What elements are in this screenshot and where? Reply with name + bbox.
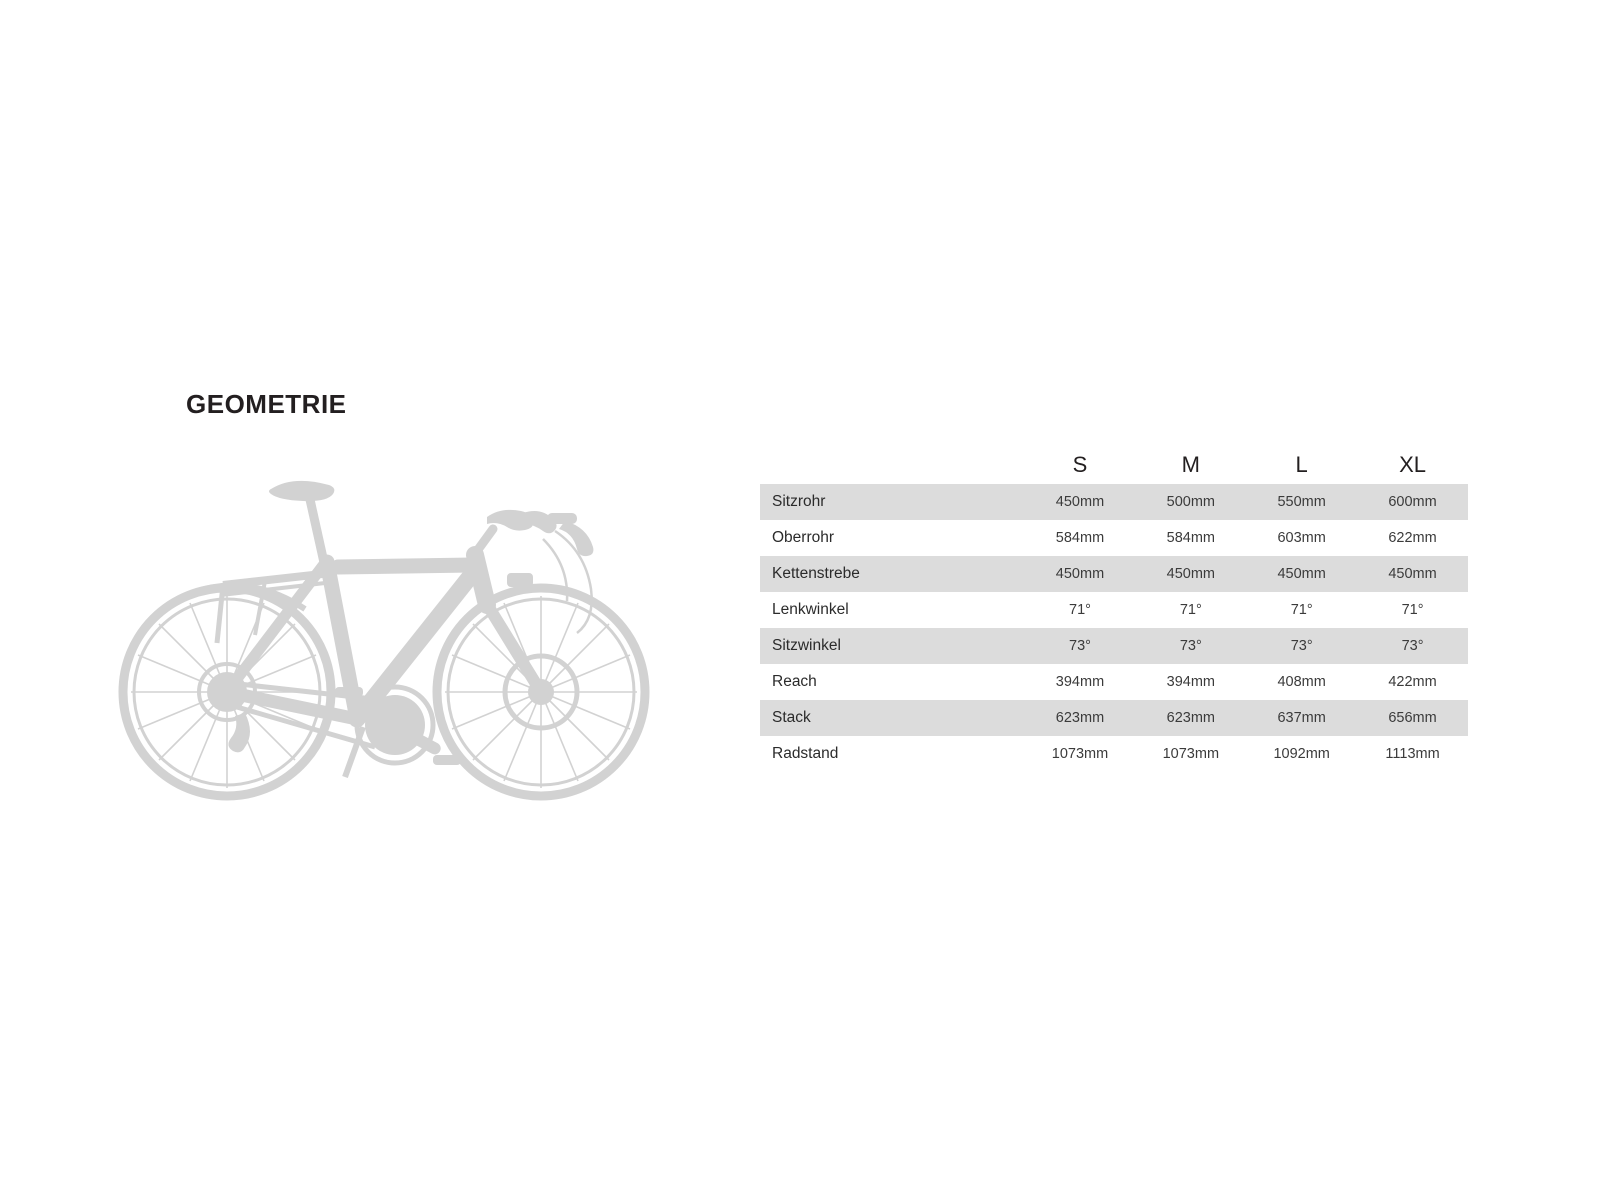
- cell-l: 73°: [1246, 628, 1357, 664]
- cell-m: 623mm: [1135, 700, 1246, 736]
- cell-m: 73°: [1135, 628, 1246, 664]
- cell-l: 637mm: [1246, 700, 1357, 736]
- column-header-measure: [760, 430, 1025, 484]
- cell-l: 1092mm: [1246, 736, 1357, 772]
- cell-l: 550mm: [1246, 484, 1357, 520]
- cell-s: 623mm: [1025, 700, 1136, 736]
- cell-xl: 450mm: [1357, 556, 1468, 592]
- row-label: Kettenstrebe: [760, 556, 1025, 592]
- cell-s: 450mm: [1025, 556, 1136, 592]
- cell-s: 73°: [1025, 628, 1136, 664]
- table-header-row: [760, 430, 1468, 484]
- row-label: Lenkwinkel: [760, 592, 1025, 628]
- row-label: Oberrohr: [760, 520, 1025, 556]
- row-label: Stack: [760, 700, 1025, 736]
- table-body: [760, 484, 1468, 772]
- cell-s: 584mm: [1025, 520, 1136, 556]
- column-header-size-xl: XL: [1399, 452, 1426, 477]
- column-header-size-s: S: [1072, 452, 1088, 477]
- row-label: Sitzrohr: [760, 484, 1025, 520]
- row-label: Reach: [760, 664, 1025, 700]
- cell-xl: 600mm: [1357, 484, 1468, 520]
- cell-xl: 622mm: [1357, 520, 1468, 556]
- bicycle-silhouette-figure: [95, 455, 665, 815]
- row-label: Radstand: [760, 736, 1025, 772]
- table-row: [760, 664, 1468, 700]
- cell-l: 71°: [1246, 592, 1357, 628]
- table-row: [760, 592, 1468, 628]
- cell-l: 603mm: [1246, 520, 1357, 556]
- cell-xl: 656mm: [1357, 700, 1468, 736]
- cell-s: 394mm: [1025, 664, 1136, 700]
- cell-m: 1073mm: [1135, 736, 1246, 772]
- table-row: [760, 556, 1468, 592]
- cell-xl: 71°: [1357, 592, 1468, 628]
- geometry-table: [760, 430, 1468, 772]
- cell-l: 408mm: [1246, 664, 1357, 700]
- table-row: [760, 520, 1468, 556]
- cell-l: 450mm: [1246, 556, 1357, 592]
- cell-m: 450mm: [1135, 556, 1246, 592]
- page-title: GEOMETRIE: [186, 389, 347, 420]
- cell-s: 1073mm: [1025, 736, 1136, 772]
- row-label: Sitzwinkel: [760, 628, 1025, 664]
- cell-m: 394mm: [1135, 664, 1246, 700]
- table-header: [760, 430, 1468, 484]
- cell-xl: 1113mm: [1357, 736, 1468, 772]
- table-row: [760, 736, 1468, 772]
- column-header-size-l: L: [1295, 452, 1308, 477]
- cell-xl: 73°: [1357, 628, 1468, 664]
- cell-m: 500mm: [1135, 484, 1246, 520]
- table-row: [760, 700, 1468, 736]
- column-header-size-m: M: [1181, 452, 1200, 477]
- table-row: [760, 628, 1468, 664]
- cell-xl: 422mm: [1357, 664, 1468, 700]
- cell-s: 71°: [1025, 592, 1136, 628]
- cell-s: 450mm: [1025, 484, 1136, 520]
- cell-m: 71°: [1135, 592, 1246, 628]
- cell-m: 584mm: [1135, 520, 1246, 556]
- table-row: [760, 484, 1468, 520]
- bicycle-silhouette-icon: [95, 455, 665, 815]
